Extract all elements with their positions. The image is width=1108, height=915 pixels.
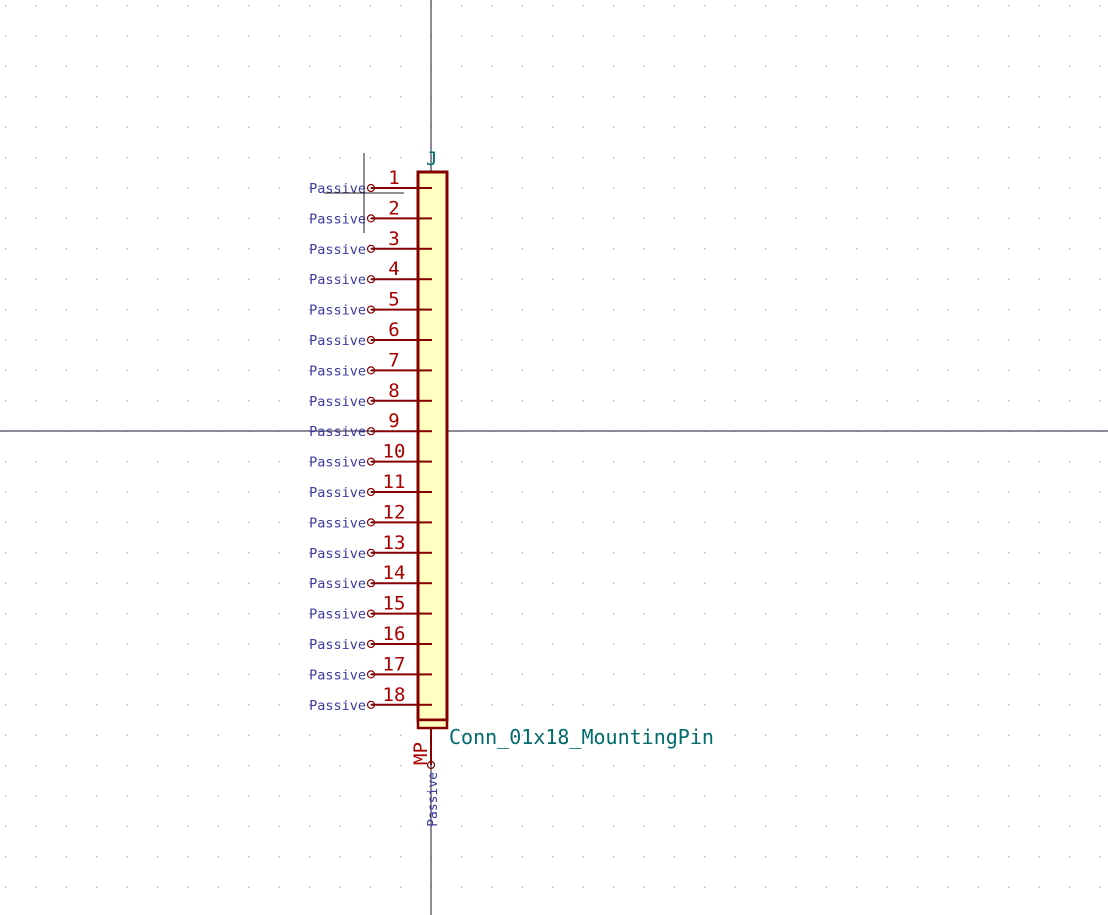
pin-number: 17 xyxy=(382,653,406,676)
pin-type: Passive xyxy=(309,545,366,562)
pin-number: 8 xyxy=(388,379,400,402)
pin-type: Passive xyxy=(309,485,366,501)
pin-type: Passive xyxy=(309,393,366,410)
pin-type: Passive xyxy=(309,637,366,653)
pin-type: Passive xyxy=(309,454,366,471)
pin-number: 3 xyxy=(388,227,400,250)
pin-number: 13 xyxy=(382,531,406,554)
pin-type: Passive xyxy=(309,667,366,684)
pin-number: 2 xyxy=(388,197,400,220)
pin-number: 15 xyxy=(382,592,406,615)
pin-type: Passive xyxy=(309,211,366,228)
pin-number: 18 xyxy=(382,683,406,706)
pin-number: 12 xyxy=(382,501,406,524)
pin-type: Passive xyxy=(309,424,366,441)
pin-number: 5 xyxy=(388,288,400,311)
value-field[interactable]: Conn_01x18_MountingPin xyxy=(449,725,714,749)
mounting-pin-tab xyxy=(418,720,447,728)
pin-type: Passive xyxy=(309,363,366,380)
pin-type: Passive xyxy=(309,333,366,349)
pin-number: 6 xyxy=(388,319,400,341)
symbol-body[interactable] xyxy=(418,172,447,720)
pin-number: 14 xyxy=(382,562,406,585)
mounting-pin-number: MP xyxy=(410,742,432,765)
mounting-pin-type: Passive xyxy=(426,772,441,827)
pin-type: Passive xyxy=(309,302,366,319)
reference-designator[interactable]: J xyxy=(426,148,438,170)
pin-type: Passive xyxy=(309,181,366,197)
pin-type: Passive xyxy=(309,272,366,289)
pin-type: Passive xyxy=(309,697,366,714)
pin-number: 11 xyxy=(382,471,406,493)
pin-number: 7 xyxy=(388,349,400,372)
pin-type: Passive xyxy=(309,606,366,623)
pin-number: 10 xyxy=(382,440,406,463)
pin-type: Passive xyxy=(309,241,366,258)
pin-type: Passive xyxy=(309,576,366,593)
pin-number: 16 xyxy=(382,623,406,645)
pin-number: 9 xyxy=(388,410,400,433)
pin-number: 1 xyxy=(388,167,400,189)
pin-type: Passive xyxy=(309,515,366,532)
pin-number: 4 xyxy=(388,258,400,281)
